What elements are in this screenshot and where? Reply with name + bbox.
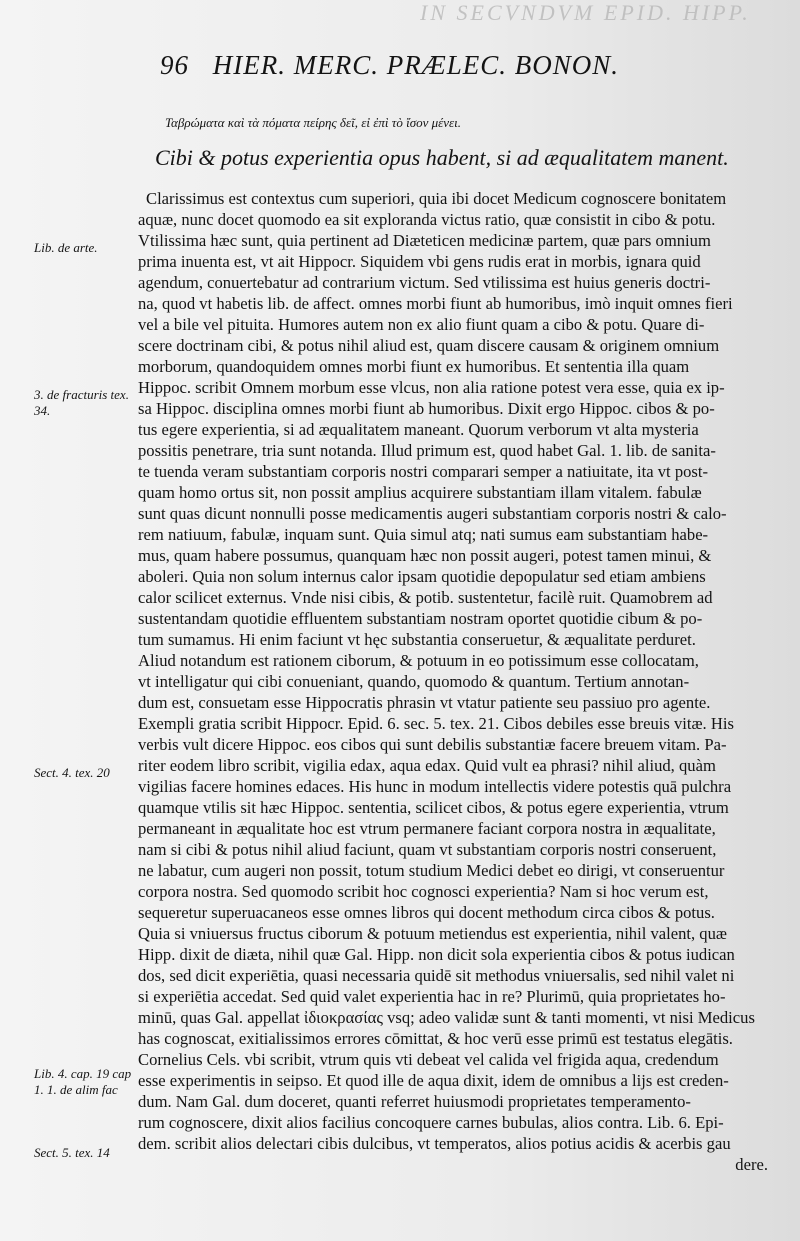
body-line: minū, quas Gal. appellat ἰδιοκρασίας vsq; adeo validæ sunt & tanti momenti, vt nisi Medicus bbox=[138, 1008, 755, 1027]
body-line: calor scilicet externus. Vnde nisi cibis, & potib. sustentetur, facilè ruit. Quamobrem ad bbox=[138, 588, 713, 607]
body-line: scere doctrinam cibi, & potus nihil aliud est, quam discere causam & originem omnium bbox=[138, 336, 720, 355]
body-line: sa Hippoc. disciplina omnes morbi fiunt ab humoribus. Dixit ergo Hippoc. cibos & po- bbox=[138, 399, 715, 418]
greek-aphorism: Ταβρώματα καὶ τὰ πόματα πείρης δεῖ, εἰ ἐπὶ τὸ ἴσον μένει. bbox=[165, 115, 462, 130]
body-line: dum est, consuetam esse Hippocratis phrasin vt vtatur patiente seu passiuo pro agente. bbox=[138, 693, 711, 712]
body-line: Cornelius Cels. vbi scribit, vtrum quis vti debeat vel calida vel frigida aqua, credendum bbox=[138, 1050, 719, 1069]
margin-note-sect-5: Sect. 5. tex. 14 bbox=[34, 1145, 110, 1160]
margin-note-sect-4: Sect. 4. tex. 20 bbox=[34, 765, 110, 780]
body-line: rum cognoscere, dixit alios facilius concoquere carnes bubulas, alios contra. Lib. 6. Epi- bbox=[138, 1113, 724, 1132]
body-line: corpora nostra. Sed quomodo scribit hoc cognosci experientia? Nam si hoc verum est, bbox=[138, 882, 709, 901]
body-line: agendum, conuertebatur ad contrarium victum. Sed vtilissima est huius generis doctri- bbox=[138, 273, 711, 292]
body-line: Clarissimus est contextus cum superiori, quia ibi docet Medicum cognoscere bonitatem bbox=[146, 189, 727, 208]
body-line: Exempli gratia scribit Hippocr. Epid. 6. sec. 5. tex. 21. Cibos debiles esse breuis vitæ. His bbox=[138, 714, 734, 733]
body-line: Vtilissima hæc sunt, quia pertinent ad Diæteticen medicinæ partem, quæ pars omnium bbox=[138, 231, 711, 250]
body-line: vt intelligatur qui cibi conueniant, quando, quomodo & quantum. Tertium annotan- bbox=[138, 672, 690, 691]
body-line: dum. Nam Gal. dum doceret, quanti referret huiusmodi proprietates temperamento- bbox=[138, 1092, 691, 1111]
body-line: sunt quas dicunt nonnulli posse medicamentis augeri substantiam corporis nostri & calo- bbox=[138, 504, 727, 523]
body-line: si experiētia accedat. Sed quid valet experientia hac in re? Plurimū, quia proprietates ho- bbox=[138, 987, 726, 1006]
body-line: Hippoc. scribit Omnem morbum esse vlcus, non alia ratione potest vera esse, quia ex ip- bbox=[138, 378, 725, 397]
body-line: dere. bbox=[735, 1155, 768, 1174]
body-line: esse experimentis in seipso. Et quod ille de aqua dixit, idem de omnibus a lijs est creden- bbox=[138, 1071, 729, 1090]
body-line: te tuenda veram substantiam corporis nostri comparari semper a natiuitate, ita vt post- bbox=[138, 462, 709, 481]
bleed-through-text: IN SECVNDVM EPID. HIPP. bbox=[420, 0, 751, 25]
page-number: 96 bbox=[160, 50, 189, 80]
body-line: quam homo ortus sit, non possit amplius acquirere substantiam illam vitalem. fabulæ bbox=[138, 483, 702, 502]
margin-note-lib-de-arte: Lib. de arte. bbox=[34, 240, 98, 255]
body-line: aquæ, nunc docet quomodo ea sit exploranda victus ratio, quæ consistit in cibo & potu. bbox=[138, 210, 716, 229]
body-line: Quia si vniuersus fructus ciborum & potuum metiendus est experientia, nihil valent, quæ bbox=[138, 924, 727, 943]
body-line: possitis penetrare, tria sunt notanda. Illud primum est, quod habet Gal. 1. lib. de sanita- bbox=[138, 441, 716, 460]
body-line: nam si cibi & potus nihil aliud faciunt, quam vt substantiam corporis nostri conseruent, bbox=[138, 840, 717, 859]
body-line: tus egere experientia, si ad æqualitatem maneant. Quorum verborum vt alta mysteria bbox=[138, 420, 699, 439]
body-line: sustentandam quotidie effluentem substantiam nostram oportet quotidie cibum & po- bbox=[138, 609, 703, 628]
body-line: prima inuenta est, vt ait Hippocr. Siquidem vbi gens rudis erat in morbis, ignara quid bbox=[138, 252, 701, 271]
body-line: permaneant in æqualitate hoc est vtrum permanere faciant corpora nostra in æqualitate, bbox=[138, 819, 716, 838]
body-line: dos, sed dicit experiētia, quasi necessaria quidē sit methodus vniuersalis, sed nihil valet ni bbox=[138, 966, 735, 985]
body-line: Aliud notandum est rationem ciborum, & potuum in eo potissimum esse collocatam, bbox=[138, 651, 699, 670]
body-line: riter eodem libro scribit, vigilia edax, aqua edax. Quid vult ea phrasi? nihil aliud, quàm bbox=[138, 756, 716, 775]
body-line: na, quod vt habetis lib. de affect. omnes morbi fiunt ab humoribus, imò inquit omnes fieri bbox=[138, 294, 733, 313]
body-line: vel a bile vel pituita. Humores autem non ex alio fiunt quam a cibo & potu. Quare di- bbox=[138, 315, 705, 334]
body-line: morborum, quandoquidem omnes morbi fiunt ex humoribus. Et sententia illa quam bbox=[138, 357, 690, 376]
body-line: tum sumamus. Hi enim faciunt vt hęc substantia conseruetur, & æqualitate perduret. bbox=[138, 630, 696, 649]
body-line: has cognoscat, exitialissimos errores cōmittat, & hoc verū esse primū est testatus elegātis. bbox=[138, 1029, 733, 1048]
body-line: vigilias facere homines edaces. His hunc in modum intellectis videre potestis quā pulchra bbox=[138, 777, 732, 796]
body-line: rem natiuum, fabulæ, inquam sunt. Quia simul atq; nati sumus eam substantiam habe- bbox=[138, 525, 709, 544]
body-line: aboleri. Quia non solum internus calor ipsam quotidie depopulatur sed etiam ambiens bbox=[138, 567, 706, 586]
margin-note-de-fracturis: 3. de fracturis tex. 34. bbox=[34, 387, 129, 418]
body-text bbox=[138, 188, 790, 1175]
running-title: HIER. MERC. PRÆLEC. BONON. bbox=[212, 50, 619, 80]
running-head bbox=[160, 50, 800, 81]
body-line: mus, quam habere possumus, quanquam hæc non possit augeri, potest tamen minui, & bbox=[138, 546, 712, 565]
body-line: verbis vult dicere Hippoc. eos cibos qui sunt debilis substantiæ facere breuem vitam. Pa- bbox=[138, 735, 727, 754]
body-line: dem. scribit alios delectari cibis dulcibus, vt temperatos, alios potius acidis & acerbis gau bbox=[138, 1134, 731, 1153]
body-line: Hipp. dixit de diæta, nihil quæ Gal. Hipp. non dicit sola experientia cibos & potus iudican bbox=[138, 945, 735, 964]
body-line: sequeretur superuacaneos esse omnes libros qui docent methodum circa cibos & potus. bbox=[138, 903, 715, 922]
body-line: ne labatur, cum augeri non possit, totum studium Medici debet eo dirigi, vt conseruentur bbox=[138, 861, 725, 880]
margin-note-lib-4: Lib. 4. cap. 19 cap 1. 1. de alim fac bbox=[34, 1066, 132, 1097]
section-heading: Cibi & potus experientia opus habent, si ad æqualitatem manent. bbox=[155, 145, 729, 170]
body-line: quamque vtilis sit hæc Hippoc. sententia, scilicet cibos, & potus egere experientia, vtrum bbox=[138, 798, 729, 817]
